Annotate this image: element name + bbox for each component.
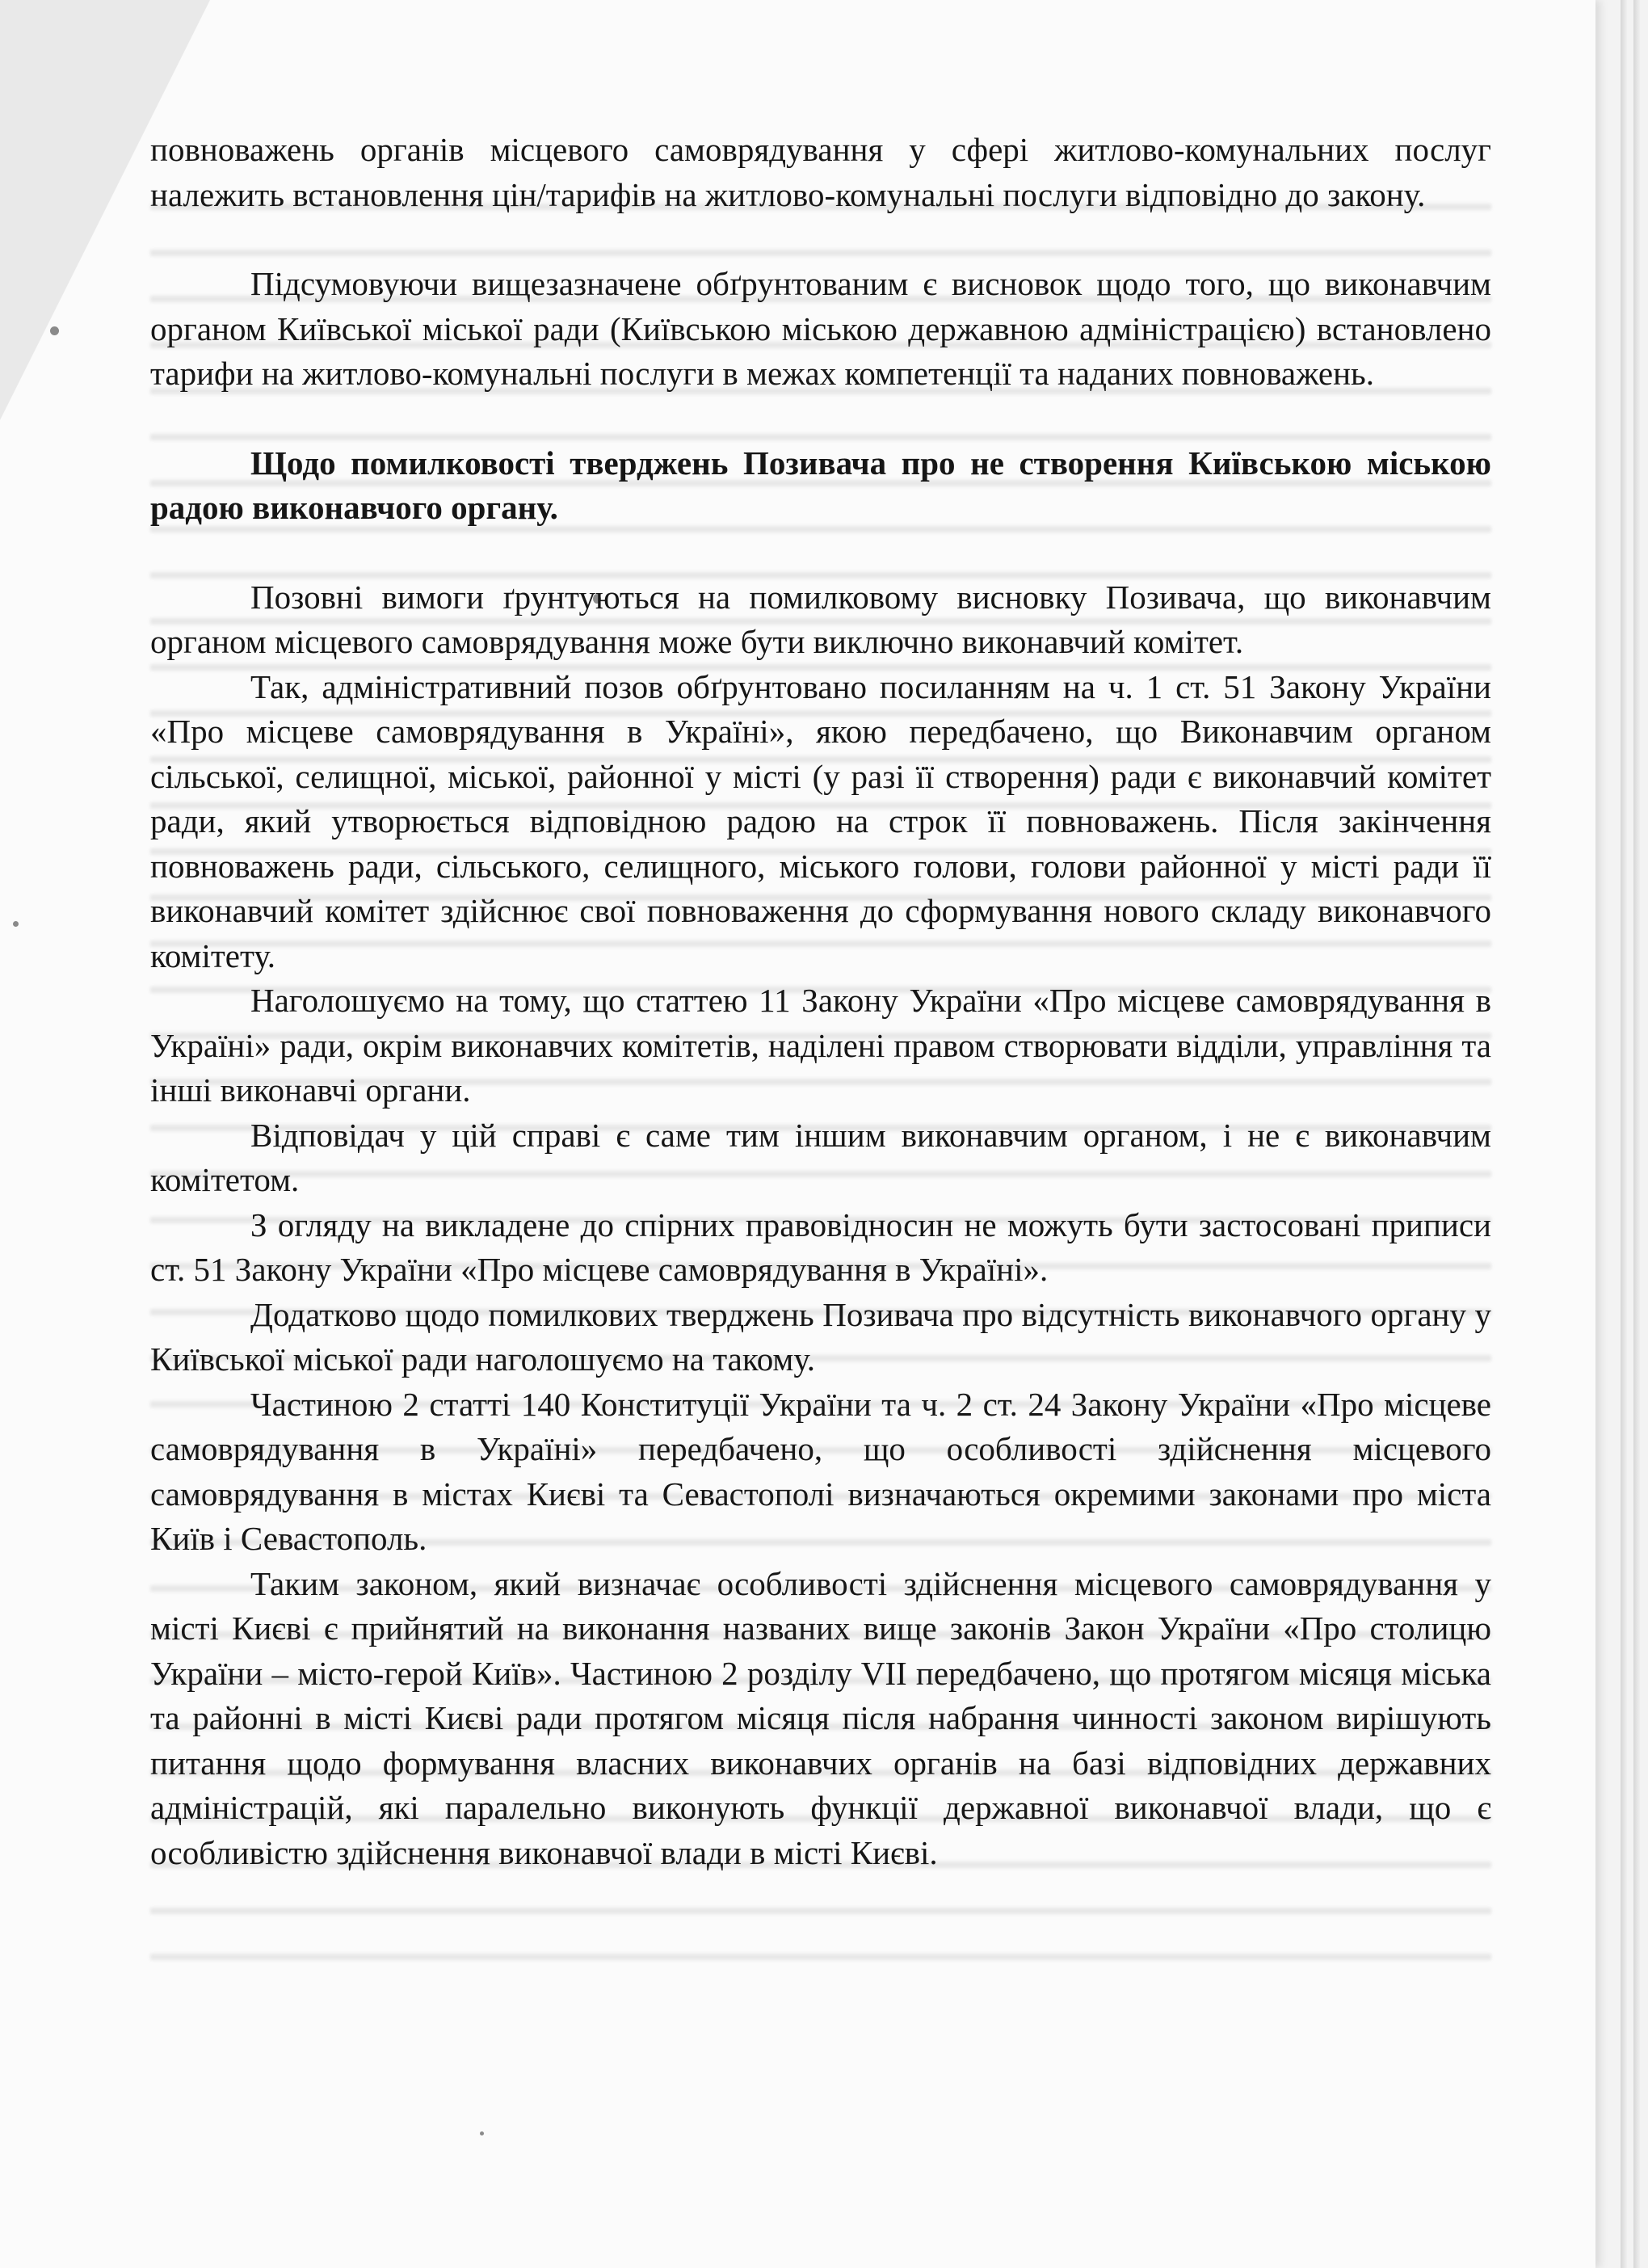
page-edge — [1621, 0, 1627, 2268]
document-body — [150, 128, 1491, 1875]
paragraph: Додатково щодо помилкових тверджень Позивача про відсутність виконавчого органу у Київської міської ради наголошуємо на такому. — [150, 1295, 1491, 1378]
punch-mark — [480, 2131, 484, 2135]
paragraph: Таким законом, який визначає особливості здійснення місцевого самоврядування у місті Києві є прийнятий на виконання названих вище законів Закон України «Про столицю України – місто-герой Київ». Частиною 2 розділу VII передбачено, що протягом місяця міська та районні в місті Києві ради протягом місяця після набрання чинності законом вирішують питання щодо формування власних виконавчих органів на базі відповідних державних адміністрацій, які паралельно виконують функції державної виконавчої влади, що є особливістю здійснення виконавчої влади в місті Києві. — [150, 1564, 1491, 1871]
section-heading: Щодо помилковості тверджень Позивача про не створення Київською міською радою виконавчого органу. — [150, 444, 1491, 526]
paragraph: З огляду на викладене до спірних правовідносин не можуть бути застосовані приписи ст. 51 Закону України «Про місцеве самоврядування в Україні». — [150, 1206, 1491, 1288]
page-edge — [1633, 0, 1640, 2268]
paragraph: Частиною 2 статті 140 Конституції України та ч. 2 ст. 24 Закону України «Про місцеве самоврядування в Україні» передбачено, що особливості здійснення місцевого самоврядування в містах Києві та Севастополі визначаються окремими законами про міста Київ і Севастополь. — [150, 1385, 1491, 1557]
paragraph: Наголошуємо на тому, що статтею 11 Закону України «Про місцеве самоврядування в Україні» ради, окрім виконавчих комітетів, наділені правом створювати відділи, управління та інші виконавчі органи. — [150, 982, 1491, 1109]
paragraph: Позовні вимоги ґрунтуються на помилковому висновку Позивача, що виконавчим органом місцевого самоврядування може бути виключно виконавчий комітет. — [150, 578, 1491, 660]
paragraph: Підсумовуючи вищезазначене обґрунтованим є висновок щодо того, що виконавчим органом Київської міської ради (Київською міською державною адміністрацією) встановлено тарифи на житлово-комунальні послуги в межах компетенції та наданих повноважень. — [150, 265, 1491, 392]
paragraph: Так, адміністративний позов обґрунтовано посиланням на ч. 1 ст. 51 Закону України «Про місцеве самоврядування в Україні», якою передбачено, що Виконавчим органом сільської, селищної, міської, районної у місті (у разі її створення) ради є виконавчий комітет ради, який утворюється відповідною радою на строк її повноважень. Після закінчення повноважень ради, сільського, селищного, міського голови, голови районної у місті ради її виконавчий комітет здійснює свої повноваження до сформування нового складу виконавчого комітету. — [150, 667, 1491, 974]
paragraph: повноважень органів місцевого самоврядування у сфері житлово-комунальних послуг належить встановлення цін/тарифів на житлово-комунальні послуги відповідно до закону. — [150, 131, 1491, 213]
punch-mark — [13, 921, 19, 927]
punch-mark — [50, 326, 59, 335]
paragraph: Відповідач у цій справі є саме тим іншим виконавчим органом, і не є виконавчим комітетом. — [150, 1116, 1491, 1198]
